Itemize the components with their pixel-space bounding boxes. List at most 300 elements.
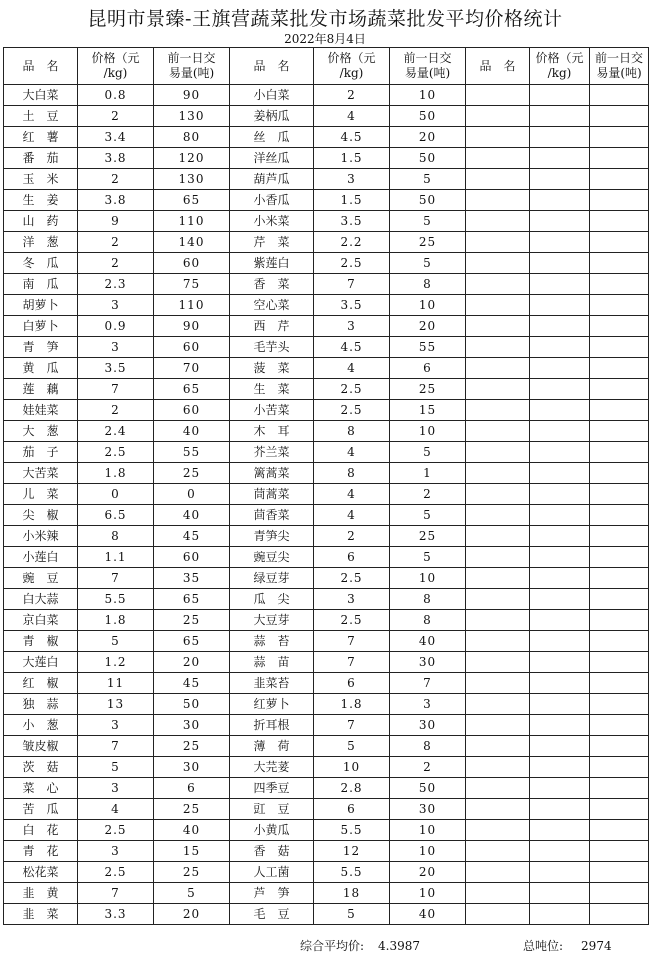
cell-volume xyxy=(590,274,649,295)
cell-name: 生 姜 xyxy=(4,190,78,211)
cell-price: 3.8 xyxy=(78,190,154,211)
cell-name: 木 耳 xyxy=(230,421,314,442)
cell-name: 瓜 尖 xyxy=(230,589,314,610)
cell-volume: 120 xyxy=(154,148,230,169)
cell-volume xyxy=(590,211,649,232)
cell-volume: 8 xyxy=(390,736,466,757)
cell-volume: 75 xyxy=(154,274,230,295)
cell-volume xyxy=(590,232,649,253)
cell-name xyxy=(466,589,530,610)
cell-price: 4 xyxy=(314,505,390,526)
table-row xyxy=(4,169,649,190)
header-volume xyxy=(590,48,649,85)
table-row xyxy=(4,610,649,631)
cell-price xyxy=(530,547,590,568)
cell-price: 1.5 xyxy=(314,190,390,211)
cell-volume xyxy=(590,736,649,757)
cell-volume xyxy=(590,568,649,589)
cell-volume: 130 xyxy=(154,106,230,127)
header-price-line2: /kg) xyxy=(103,66,128,80)
cell-name: 毛 豆 xyxy=(230,904,314,925)
cell-price xyxy=(530,148,590,169)
cell-name: 蒜 苗 xyxy=(230,652,314,673)
cell-volume: 20 xyxy=(154,652,230,673)
cell-volume: 35 xyxy=(154,568,230,589)
cell-volume: 8 xyxy=(390,274,466,295)
cell-name xyxy=(466,715,530,736)
cell-volume: 25 xyxy=(154,463,230,484)
cell-price: 2 xyxy=(314,85,390,106)
cell-volume: 6 xyxy=(154,778,230,799)
cell-price xyxy=(530,673,590,694)
cell-price: 2 xyxy=(314,526,390,547)
cell-volume: 40 xyxy=(154,421,230,442)
cell-name xyxy=(466,862,530,883)
total-label: 总吨位: xyxy=(523,939,564,953)
cell-volume: 15 xyxy=(390,400,466,421)
cell-volume: 30 xyxy=(154,715,230,736)
cell-volume: 40 xyxy=(390,631,466,652)
cell-price: 5 xyxy=(78,631,154,652)
cell-name: 丝 瓜 xyxy=(230,127,314,148)
cell-price xyxy=(530,862,590,883)
cell-volume: 5 xyxy=(154,883,230,904)
cell-volume: 30 xyxy=(390,652,466,673)
cell-name: 红萝卜 xyxy=(230,694,314,715)
cell-volume: 80 xyxy=(154,127,230,148)
cell-price xyxy=(530,652,590,673)
cell-volume xyxy=(590,547,649,568)
cell-volume: 90 xyxy=(154,316,230,337)
table-row xyxy=(4,715,649,736)
cell-price xyxy=(530,526,590,547)
cell-price: 5.5 xyxy=(78,589,154,610)
cell-price: 5.5 xyxy=(314,862,390,883)
cell-price xyxy=(530,820,590,841)
cell-price: 2.5 xyxy=(314,568,390,589)
cell-name: 紫莲白 xyxy=(230,253,314,274)
cell-name xyxy=(466,568,530,589)
cell-price: 3 xyxy=(78,841,154,862)
cell-price: 2.5 xyxy=(314,400,390,421)
cell-name: 小黄瓜 xyxy=(230,820,314,841)
cell-price xyxy=(530,190,590,211)
cell-price xyxy=(530,778,590,799)
cell-volume xyxy=(590,652,649,673)
cell-price: 2.5 xyxy=(314,379,390,400)
cell-name xyxy=(466,85,530,106)
cell-volume: 5 xyxy=(390,505,466,526)
cell-price xyxy=(530,211,590,232)
table-row xyxy=(4,400,649,421)
cell-volume xyxy=(590,106,649,127)
cell-price xyxy=(530,106,590,127)
cell-volume: 20 xyxy=(390,127,466,148)
cell-name xyxy=(466,484,530,505)
cell-volume: 25 xyxy=(154,736,230,757)
cell-price: 2.5 xyxy=(314,610,390,631)
cell-name: 蒜 苔 xyxy=(230,631,314,652)
cell-price xyxy=(530,799,590,820)
cell-name: 姜柄瓜 xyxy=(230,106,314,127)
cell-volume: 70 xyxy=(154,358,230,379)
cell-price: 9 xyxy=(78,211,154,232)
table-row xyxy=(4,337,649,358)
cell-name: 小米菜 xyxy=(230,211,314,232)
cell-name: 茼蒿菜 xyxy=(230,484,314,505)
cell-volume xyxy=(590,85,649,106)
cell-volume: 10 xyxy=(390,421,466,442)
report-date: 2022年8月4日 xyxy=(284,32,366,46)
cell-name: 黄 瓜 xyxy=(4,358,78,379)
header-volume-line2: 易量(吨) xyxy=(404,66,451,80)
cell-name: 青 椒 xyxy=(4,631,78,652)
page-title: 昆明市景臻-王旗营蔬菜批发市场蔬菜批发平均价格统计 xyxy=(87,8,563,30)
cell-name xyxy=(466,316,530,337)
cell-volume xyxy=(590,358,649,379)
cell-volume: 10 xyxy=(390,295,466,316)
cell-name xyxy=(466,232,530,253)
table-row xyxy=(4,736,649,757)
cell-name xyxy=(466,337,530,358)
cell-name: 冬 瓜 xyxy=(4,253,78,274)
cell-price: 3 xyxy=(78,295,154,316)
table-row xyxy=(4,757,649,778)
cell-volume: 50 xyxy=(390,778,466,799)
header-volume-line1: 前一日交 xyxy=(403,51,452,65)
cell-price: 4 xyxy=(314,106,390,127)
cell-volume xyxy=(590,715,649,736)
cell-price: 3 xyxy=(78,715,154,736)
header-name: 品 名 xyxy=(466,48,530,85)
cell-volume xyxy=(590,421,649,442)
header-price-line1: 价格（元 xyxy=(535,51,584,65)
cell-volume: 65 xyxy=(154,190,230,211)
cell-volume: 1 xyxy=(390,463,466,484)
cell-name: 生 菜 xyxy=(230,379,314,400)
cell-volume: 10 xyxy=(390,85,466,106)
table-row xyxy=(4,190,649,211)
cell-price: 7 xyxy=(314,715,390,736)
cell-name xyxy=(466,673,530,694)
cell-volume xyxy=(590,631,649,652)
cell-volume: 5 xyxy=(390,547,466,568)
cell-volume: 20 xyxy=(154,904,230,925)
cell-price: 2.3 xyxy=(78,274,154,295)
cell-price: 7 xyxy=(314,274,390,295)
cell-price xyxy=(530,631,590,652)
cell-name xyxy=(466,148,530,169)
table-row xyxy=(4,778,649,799)
cell-name xyxy=(466,274,530,295)
cell-price: 2.5 xyxy=(314,253,390,274)
cell-price: 2 xyxy=(78,169,154,190)
table-row xyxy=(4,652,649,673)
cell-name: 菠 菜 xyxy=(230,358,314,379)
cell-name: 大白菜 xyxy=(4,85,78,106)
header-price xyxy=(314,48,390,85)
cell-name: 韭 菜 xyxy=(4,904,78,925)
cell-volume xyxy=(590,127,649,148)
table-row xyxy=(4,673,649,694)
cell-volume: 8 xyxy=(390,610,466,631)
footer-total xyxy=(523,937,612,954)
price-table-body xyxy=(4,48,649,925)
cell-volume: 40 xyxy=(154,820,230,841)
table-row xyxy=(4,463,649,484)
cell-price: 5 xyxy=(78,757,154,778)
table-row xyxy=(4,106,649,127)
cell-name: 葫芦瓜 xyxy=(230,169,314,190)
cell-name: 折耳根 xyxy=(230,715,314,736)
cell-price xyxy=(530,127,590,148)
table-row xyxy=(4,148,649,169)
cell-volume: 5 xyxy=(390,253,466,274)
cell-volume: 110 xyxy=(154,211,230,232)
cell-price: 2.4 xyxy=(78,421,154,442)
cell-name: 洋丝瓜 xyxy=(230,148,314,169)
cell-price: 3 xyxy=(314,316,390,337)
cell-volume: 2 xyxy=(390,757,466,778)
cell-price: 2 xyxy=(78,232,154,253)
cell-volume: 10 xyxy=(390,883,466,904)
cell-volume xyxy=(590,778,649,799)
cell-name: 豌豆尖 xyxy=(230,547,314,568)
cell-name: 人工菌 xyxy=(230,862,314,883)
cell-volume: 110 xyxy=(154,295,230,316)
table-row xyxy=(4,127,649,148)
cell-name: 豇 豆 xyxy=(230,799,314,820)
cell-name: 芦 笋 xyxy=(230,883,314,904)
cell-price: 3.3 xyxy=(78,904,154,925)
cell-name: 松花菜 xyxy=(4,862,78,883)
cell-price xyxy=(530,337,590,358)
cell-name xyxy=(466,421,530,442)
cell-price: 13 xyxy=(78,694,154,715)
cell-name xyxy=(466,463,530,484)
cell-name xyxy=(466,757,530,778)
cell-name xyxy=(466,631,530,652)
cell-name xyxy=(466,379,530,400)
cell-price: 3.4 xyxy=(78,127,154,148)
cell-price: 6 xyxy=(314,673,390,694)
cell-name xyxy=(466,736,530,757)
cell-volume: 10 xyxy=(390,841,466,862)
cell-volume: 25 xyxy=(390,379,466,400)
cell-volume xyxy=(590,253,649,274)
cell-name: 茨 菇 xyxy=(4,757,78,778)
average-value: 4.3987 xyxy=(378,939,421,953)
cell-name: 毛芋头 xyxy=(230,337,314,358)
cell-price: 8 xyxy=(314,463,390,484)
table-row xyxy=(4,484,649,505)
cell-name: 空心菜 xyxy=(230,295,314,316)
cell-price: 0.9 xyxy=(78,316,154,337)
cell-price: 8 xyxy=(78,526,154,547)
cell-name: 红 椒 xyxy=(4,673,78,694)
cell-volume xyxy=(590,379,649,400)
cell-price xyxy=(530,505,590,526)
cell-name: 大芫荽 xyxy=(230,757,314,778)
cell-name xyxy=(466,211,530,232)
cell-volume: 90 xyxy=(154,85,230,106)
cell-volume xyxy=(590,610,649,631)
cell-price xyxy=(530,85,590,106)
cell-price: 3 xyxy=(78,778,154,799)
cell-volume: 0 xyxy=(154,484,230,505)
table-row xyxy=(4,589,649,610)
cell-name xyxy=(466,694,530,715)
cell-price: 2.2 xyxy=(314,232,390,253)
cell-name: 韭菜苔 xyxy=(230,673,314,694)
cell-volume xyxy=(590,505,649,526)
cell-name: 香 菇 xyxy=(230,841,314,862)
cell-volume: 20 xyxy=(390,316,466,337)
table-header-row xyxy=(4,48,649,85)
cell-volume: 6 xyxy=(390,358,466,379)
header-volume xyxy=(390,48,466,85)
cell-price: 4 xyxy=(314,358,390,379)
cell-price: 7 xyxy=(314,652,390,673)
cell-volume: 130 xyxy=(154,169,230,190)
table-row xyxy=(4,442,649,463)
cell-volume xyxy=(590,316,649,337)
table-row xyxy=(4,421,649,442)
cell-volume: 60 xyxy=(154,400,230,421)
cell-volume: 30 xyxy=(154,757,230,778)
cell-volume: 15 xyxy=(154,841,230,862)
cell-name: 大苦菜 xyxy=(4,463,78,484)
header-volume-line2: 易量(吨) xyxy=(596,66,642,80)
cell-name: 青 笋 xyxy=(4,337,78,358)
cell-volume: 60 xyxy=(154,337,230,358)
table-row xyxy=(4,526,649,547)
cell-name: 绿豆芽 xyxy=(230,568,314,589)
cell-price: 6.5 xyxy=(78,505,154,526)
cell-price xyxy=(530,757,590,778)
cell-volume: 65 xyxy=(154,589,230,610)
cell-volume xyxy=(590,337,649,358)
cell-name xyxy=(466,442,530,463)
table-row xyxy=(4,568,649,589)
cell-name xyxy=(466,799,530,820)
cell-volume xyxy=(590,589,649,610)
cell-name: 大莲白 xyxy=(4,652,78,673)
header-price xyxy=(530,48,590,85)
cell-volume: 60 xyxy=(154,253,230,274)
cell-price xyxy=(530,463,590,484)
cell-price xyxy=(530,736,590,757)
total-value: 2974 xyxy=(581,939,612,953)
cell-name xyxy=(466,778,530,799)
cell-volume: 45 xyxy=(154,526,230,547)
cell-price: 3.5 xyxy=(314,295,390,316)
cell-volume: 8 xyxy=(390,589,466,610)
cell-name xyxy=(466,547,530,568)
table-row xyxy=(4,211,649,232)
cell-volume: 40 xyxy=(154,505,230,526)
cell-name: 京白菜 xyxy=(4,610,78,631)
cell-price xyxy=(530,883,590,904)
cell-volume: 50 xyxy=(390,106,466,127)
table-row xyxy=(4,379,649,400)
cell-name: 苦 瓜 xyxy=(4,799,78,820)
cell-volume: 3 xyxy=(390,694,466,715)
cell-volume xyxy=(590,190,649,211)
header-name: 品 名 xyxy=(230,48,314,85)
cell-name: 小香瓜 xyxy=(230,190,314,211)
cell-name: 四季豆 xyxy=(230,778,314,799)
cell-name: 山 药 xyxy=(4,211,78,232)
cell-name: 茴香菜 xyxy=(230,505,314,526)
cell-name xyxy=(466,652,530,673)
table-row xyxy=(4,694,649,715)
cell-volume xyxy=(590,862,649,883)
cell-volume: 25 xyxy=(154,610,230,631)
cell-price: 8 xyxy=(314,421,390,442)
cell-volume: 30 xyxy=(390,799,466,820)
cell-price: 2 xyxy=(78,106,154,127)
cell-name: 红 薯 xyxy=(4,127,78,148)
cell-price xyxy=(530,169,590,190)
cell-volume xyxy=(590,484,649,505)
cell-volume: 60 xyxy=(154,547,230,568)
cell-name: 青 花 xyxy=(4,841,78,862)
table-row xyxy=(4,253,649,274)
cell-price: 5 xyxy=(314,736,390,757)
cell-name: 皱皮椒 xyxy=(4,736,78,757)
cell-name xyxy=(466,904,530,925)
cell-price: 6 xyxy=(314,799,390,820)
cell-price: 7 xyxy=(78,568,154,589)
cell-volume: 45 xyxy=(154,673,230,694)
cell-volume: 65 xyxy=(154,379,230,400)
cell-name xyxy=(466,169,530,190)
cell-name: 玉 米 xyxy=(4,169,78,190)
cell-price xyxy=(530,316,590,337)
cell-price: 4.5 xyxy=(314,127,390,148)
cell-volume xyxy=(590,526,649,547)
header-price-line2: /kg) xyxy=(339,66,364,80)
cell-volume: 65 xyxy=(154,631,230,652)
cell-price xyxy=(530,379,590,400)
table-row xyxy=(4,841,649,862)
cell-name xyxy=(466,190,530,211)
cell-name xyxy=(466,106,530,127)
cell-price: 18 xyxy=(314,883,390,904)
table-row xyxy=(4,904,649,925)
cell-price: 2.8 xyxy=(314,778,390,799)
cell-price: 5 xyxy=(314,904,390,925)
cell-name xyxy=(466,253,530,274)
table-row xyxy=(4,820,649,841)
cell-volume xyxy=(590,400,649,421)
cell-volume xyxy=(590,820,649,841)
table-row xyxy=(4,358,649,379)
cell-price: 7 xyxy=(78,883,154,904)
cell-volume: 40 xyxy=(390,904,466,925)
cell-price xyxy=(530,610,590,631)
cell-price xyxy=(530,694,590,715)
cell-name xyxy=(466,358,530,379)
header-volume-line1: 前一日交 xyxy=(167,51,216,65)
table-row xyxy=(4,85,649,106)
cell-name: 芹 菜 xyxy=(230,232,314,253)
cell-price: 3.5 xyxy=(78,358,154,379)
cell-volume: 2 xyxy=(390,484,466,505)
cell-name: 小苦菜 xyxy=(230,400,314,421)
cell-volume xyxy=(590,295,649,316)
